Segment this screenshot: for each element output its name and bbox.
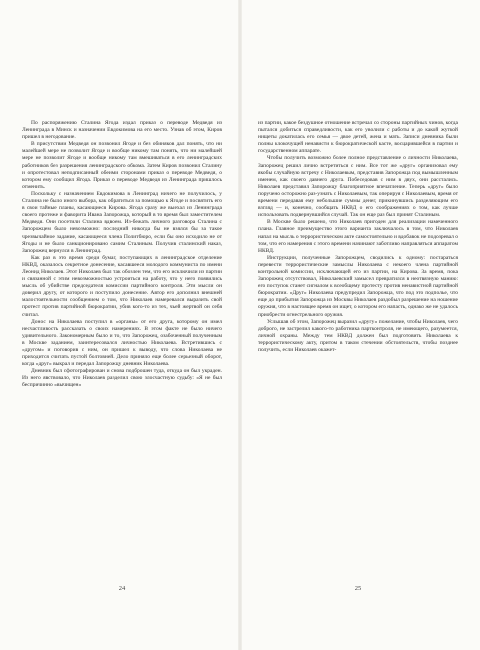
left-page-text — [22, 120, 222, 390]
paragraph: Дневник был сфотографирован и снова подброшен туда, откуда он был украден. Из него явствовало, что Николаев разделил свою злосчастную судьбу: «Я не был беспричинно «вычищен» — [22, 368, 222, 389]
paragraph: Чтобы получить возможно более полное представление о личности Николаева, Запорожец решил лично встретиться с ним. Все тот же «друг» организовал ему якобы случайную встречу с Николаевым, представив Запорожца под вымышленным именем, как своего давнего друга. Побеседовав с ним в двух, они расстались. Николаев представил Запорожцу благоприятное впечатление. Теперь «друг» было поручено осторожно раз-узнать с Николаевым, так оперируя с Николаевым, время от времени передавая ему небольшие суммы денег, прикинувшись разделяющим его взгляд — и, конечно, сообщать НКВД о его соображениях о том, как лучше использовать подвернувшийся случай. Так он еще раз был принят Сталиным. — [258, 155, 458, 219]
right-page — [258, 120, 458, 640]
paragraph: По распоряжению Сталина Ягода издал приказ о переводе Медведя из Ленинграда в Минск и назначении Евдокимова на его место. Узнав об этом, Киров пришел в негодование. — [22, 120, 222, 141]
paragraph: Инструкции, полученные Запорожцем, сводились к одному: постараться перевести террористические замыслы Николаева с некоего члена партийной контрольной комиссии, исключающей его из партии, на Кирова. За время, пока Запорожец отсутствовал, Николаевский замысел превратился в неотвязную манию: его поступок станет сигналом к всеобщему протесту против ненавистной партийной бюрократии. «Друг» Николаева предупредил Запорожца, что под это подполье, что еще до прибытия Запорожца из Москвы Николаев раздобыл разрешение на ношение оружия, что в настоящее время он ищет, о котором его напасть, однако же не удалось приобрести огнестрельного оружия. — [258, 254, 458, 318]
paragraph: Донос на Николаева поступил в «органы» от его друга, которому он имел несчастливость рассказать о своих намерениях. В этом факте не было ничего удивительного. Закономерным было и то, что Запорожец, озабоченный полученным в Москве заданием, заинтересовался личностью Николаева. Встретившись с «другом» и поговорив с ним, он пришел к выводу, что слова Николаева не приходится считать пустой болтовней. Дело приняло еще более серьезный оборот, когда «друг» выкрал и передал Запорожцу дневник Николаева. — [22, 318, 222, 368]
paragraph: Как раз в это время среди бумаг, поступающих в ленинградское отделение НКВД, оказалось секретное донесение, касавшееся молодого коммуниста по имени Леонид Николаев. Этот Николаев был так обозлен тем, что его исключили из партии и связанной с этим невозможностью устроиться на работу, что у него появились мысль об убийстве председателя комиссии партийного контроля. Эти мысли он доверил другу, от которого и поступило донесение. Автор его дополнил внешней малостоятельности сообщением о том, что Николаев намеревался выразить свой протест против партийной бюрократии, убив кого-то из тех, чьей жертвой он себя считал. — [22, 254, 222, 318]
paragraph: В Москве было решено, что Николаев пригоден для реализации намеченного плана. Главное преимущество этого варианта заключалось в том, что Николаев напал на мысль о террористическом акте самостоятельно и вдобавок не подозревал о том, что его намерения с этого времени начинают заботливо направляться аппаратом НКВД. — [258, 219, 458, 254]
paragraph: из партии, какое бездушное отношение встречал со стороны партийных чинов, когда пытался добиться справедливости, как его уволили с работы и до какой жуткой нищеты докатилась его семья — двое детей, жена и мать. Записи дневника были полны клокочущей ненависти к бюрократической касте, восцарившейся в партии и государственном аппарате. — [258, 120, 458, 155]
page-number-left: 24 — [118, 585, 126, 592]
paragraph: Поскольку с назначением Евдокимова в Ленинград ничего не получилось, у Сталина не было иного выбора, как обратиться за помощью к Ягоде и посвятить его в свои тайные планы, касающиеся Кирова. Ягода сразу же выехал из Ленинграда своего протеже и фаворита Ивана Запорожца, который в то время был заместителем Медведя. Они посетили Сталина вдвоем. Из-бежать личного разговора Сталина с Запорожцем было невозможно: последний никогда бы не взялся бы за такое чрезвычайное задание, касающееся члена Политбюро, если бы оно исходило не от Ягоды и не было санкционировано самим Сталиным. Получив сталинский наказ, Запорожец вернулся в Ленинград. — [22, 190, 222, 254]
paragraph: Услышав об этом, Запорожец выразил «другу» пожелание, чтобы Николаев, чего доброго, не застрелил какого-то работника партконтроля, не имеющего, разумеется, личной охраны. Между тем НКВД должен был подготовить Николаева к террористическому акту, притом в таком стечении обстоятельств, чтобы позднее получить, если Николаев окажет- — [258, 318, 458, 353]
paragraph: В присутствии Медведя он позвонил Ягоде и без обиняков дал понять, что ни малейшей мере не позволит Ягоде и вообще никому там понять, что ни малейшей мере не позволит Ягоде и вообще никому там вмешиваться в его ленинградских работников без разрешения ленинградского обкома. Затем Киров позвонил Сталину и опротестовал неподписанный обеими сторонами приказ о переводе Медведя, о котором ему сообщил Ягода. Приказ о переводе Медведя из Ленинграда пришлось отменить. — [22, 141, 222, 190]
left-page — [22, 120, 222, 640]
book-gutter — [238, 0, 242, 650]
right-page-text — [258, 120, 458, 354]
page-number-right: 25 — [354, 585, 362, 592]
